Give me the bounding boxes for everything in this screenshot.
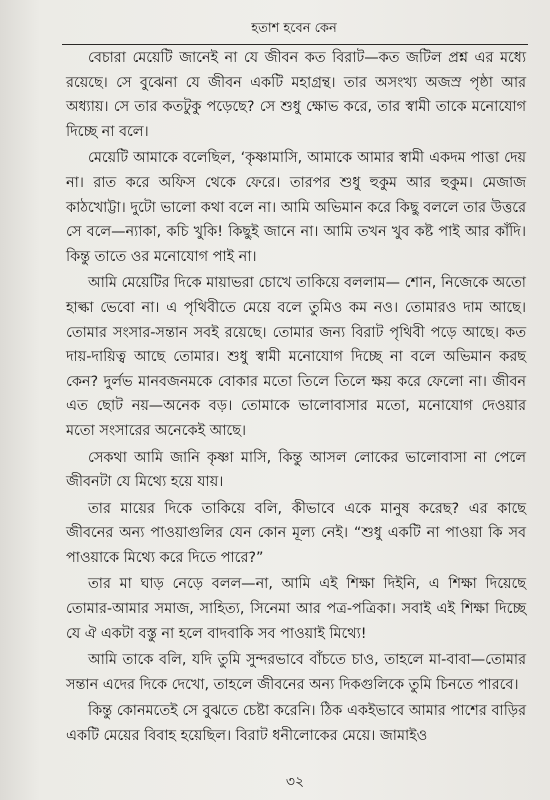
paragraph-6: তার মা ঘাড় নেড়ে বলল—না, আমি এই শিক্ষা দিইনি, এ শিক্ষা দিয়েছে তোমার-আমার সমাজ, সাহিত্য, সিনেমা আর পত্র-পত্রিকা। সবাই এই শিক্ষা দিচ্ছে যে ঐ একটা বস্তু না হলে বাদবাকি সব পাওয়াই মিথ্যে! bbox=[66, 576, 526, 642]
paragraph-2: মেয়েটি আমাকে বলেছিল, ‘কৃষ্ণামাসি, আমাকে আমার স্বামী একদম পাত্তা দেয় না। রাত করে অফিস থেকে ফেরে। তারপর শুধু হুকুম আর হুকুম। মেজাজ কাঠখোট্টা। দুটো ভালো কথা বলে না। আমি অভিমান করে কিছু বললে তার উত্তরে সে বলে—ন্যাকা, কচি খুকি! কিছুই জানে না। আমি তখন খুব কষ্ট পাই আর কাঁদি। কিন্তু তাতে ওর মনোযোগ পাই না। bbox=[66, 150, 526, 265]
paragraph-1: বেচারা মেয়েটি জানেই না যে জীবন কত বিরাট—কত জটিল প্রশ্ন এর মধ্যে রয়েছে। সে বুঝেনা যে জীবন একটি মহাগ্রন্থ। তার অসংখ্য অজস্র পৃষ্ঠা আর অধ্যায়। সে তার কতটুকু পড়েছে? সে শুধু ক্ষোভ করে, তার স্বামী তাকে মনোযোগ দিচ্ছে না বলে। bbox=[66, 50, 526, 140]
paragraph-3: আমি মেয়েটির দিকে মায়াভরা চোখে তাকিয়ে বললাম— শোন, নিজেকে অতো হাল্কা ভেবো না। এ পৃথিবীতে মেয়ে বলে তুমিও কম নও। তোমারও দাম আছে। তোমার সংসার-সন্তান সবই রয়েছে। তোমার জন্য বিরাট পৃথিবী পড়ে আছে। কত দায়-দায়িত্ব আছে তোমার। শুধু স্বামী মনোযোগ দিচ্ছে না বলে অভিমান করছ কেন? দুর্লভ মানবজনমকে বোকার মতো তিলে তিলে ক্ষয় করে ফেলো না। জীবন এত ছোট নয়—অনেক বড়। তোমাকে ভালোবাসার মতো, মনোযোগ দেওয়ার মতো সংসারের অনেকেই আছে। bbox=[66, 275, 526, 439]
header-rule bbox=[62, 44, 528, 45]
paragraph-5: তার মায়ের দিকে তাকিয়ে বলি, কীভাবে একে মানুষ করেছ? এর কাছে জীবনের অন্য পাওয়াগুলির যেন কোন মূল্য নেই। “শুধু একটি না পাওয়া কি সব পাওয়াকে মিথ্যে করে দিতে পারে?” bbox=[66, 500, 526, 566]
paragraph-8: কিন্তু কোনমতেই সে বুঝতে চেষ্টা করেনি। ঠিক একইভাবে আমার পাশের বাড়ির একটি মেয়ের বিবাহ হয়েছিল। বিরাট ধনীলোকের মেয়ে। জামাইও bbox=[66, 703, 526, 745]
running-header: হতাশ হবেন কেন bbox=[251, 21, 337, 36]
body-text bbox=[66, 46, 526, 751]
paragraph-7: আমি তাকে বলি, যদি তুমি সুন্দরভাবে বাঁচতে চাও, তাহলে মা-বাবা—তোমার সন্তান এদের দিকে দেখো, তাহলে জীবনের অন্য দিকগুলিকে তুমি চিনতে পারবে। bbox=[66, 652, 526, 693]
paragraph-4: সেকথা আমি জানি কৃষ্ণা মাসি, কিন্তু আসল লোকের ভালোবাসা না পেলে জীবনটা যে মিথ্যে হয়ে যায়। bbox=[66, 449, 526, 491]
page-number: ৩২ bbox=[285, 774, 305, 790]
